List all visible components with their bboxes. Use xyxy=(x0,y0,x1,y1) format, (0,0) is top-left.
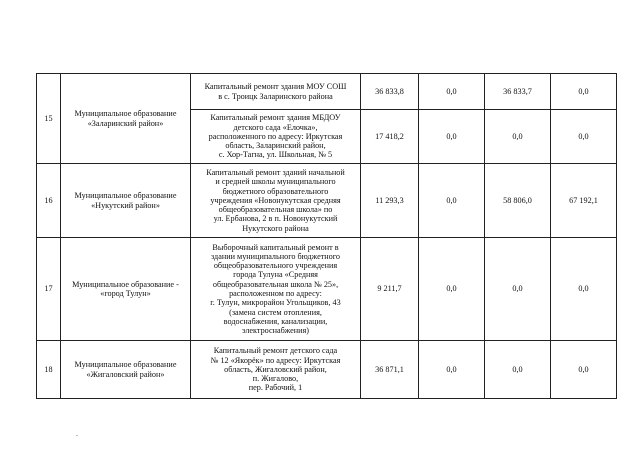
amount-b: 0,0 xyxy=(485,110,551,164)
amount-b: 0,0 xyxy=(485,341,551,399)
amount-b: 58 806,0 xyxy=(485,164,551,238)
table-row xyxy=(37,74,617,110)
amount-total: 11 293,3 xyxy=(361,164,419,238)
table-row xyxy=(37,164,617,238)
amount-total: 17 418,2 xyxy=(361,110,419,164)
amount-c: 0,0 xyxy=(551,341,617,399)
work-description: Капитальный ремонт здания МОУ СОШ в с. Троицк Заларинского района xyxy=(191,74,361,110)
amount-total: 36 833,8 xyxy=(361,74,419,110)
row-number: 15 xyxy=(37,74,61,164)
municipality-name: Муниципальное образование «Нукутский район» xyxy=(61,164,191,238)
municipality-name: Муниципальное образование «Заларинский район» xyxy=(61,74,191,164)
table-row xyxy=(37,238,617,341)
work-description: Капитальный ремонт зданий начальной и средней школы муниципального бюджетного образовательного учреждения «Новонукутская средняя общеобразовательная школа» по ул. Ербанова, 2 в п. Новонукутский Нукутского района xyxy=(191,164,361,238)
scan-speck xyxy=(76,435,78,436)
work-description: Выборочный капитальный ремонт в здании муниципального бюджетного общеобразовательного учреждения города Тулуна «Средняя общеобразовательная школа № 25», расположенном по адресу: г. Тулун, микрорайон Угольщиков, 43 (замена систем отопления, водоснабжения, канализации, электроснабжения) xyxy=(191,238,361,341)
amount-c: 67 192,1 xyxy=(551,164,617,238)
amount-b: 36 833,7 xyxy=(485,74,551,110)
amount-c: 0,0 xyxy=(551,238,617,341)
municipality-name: Муниципальное образование - «город Тулун» xyxy=(61,238,191,341)
work-description: Капитальный ремонт детского сада № 12 «Якорёк» по адресу: Иркутская область, Жигаловский район, п. Жигалово, пер. Рабочий, 1 xyxy=(191,341,361,399)
amount-c: 0,0 xyxy=(551,110,617,164)
amount-total: 9 211,7 xyxy=(361,238,419,341)
funding-table xyxy=(36,73,617,399)
row-number: 17 xyxy=(37,238,61,341)
amount-a: 0,0 xyxy=(419,238,485,341)
table-row xyxy=(37,341,617,399)
municipality-name: Муниципальное образование «Жигаловский район» xyxy=(61,341,191,399)
amount-total: 36 871,1 xyxy=(361,341,419,399)
amount-a: 0,0 xyxy=(419,341,485,399)
amount-c: 0,0 xyxy=(551,74,617,110)
amount-a: 0,0 xyxy=(419,74,485,110)
row-number: 18 xyxy=(37,341,61,399)
row-number: 16 xyxy=(37,164,61,238)
work-description: Капитальный ремонт здания МБДОУ детского сада «Елочка», расположенного по адресу: Иркутская область, Заларинский район, с. Хор-Тагна, ул. Школьная, № 5 xyxy=(191,110,361,164)
amount-a: 0,0 xyxy=(419,110,485,164)
amount-a: 0,0 xyxy=(419,164,485,238)
amount-b: 0,0 xyxy=(485,238,551,341)
